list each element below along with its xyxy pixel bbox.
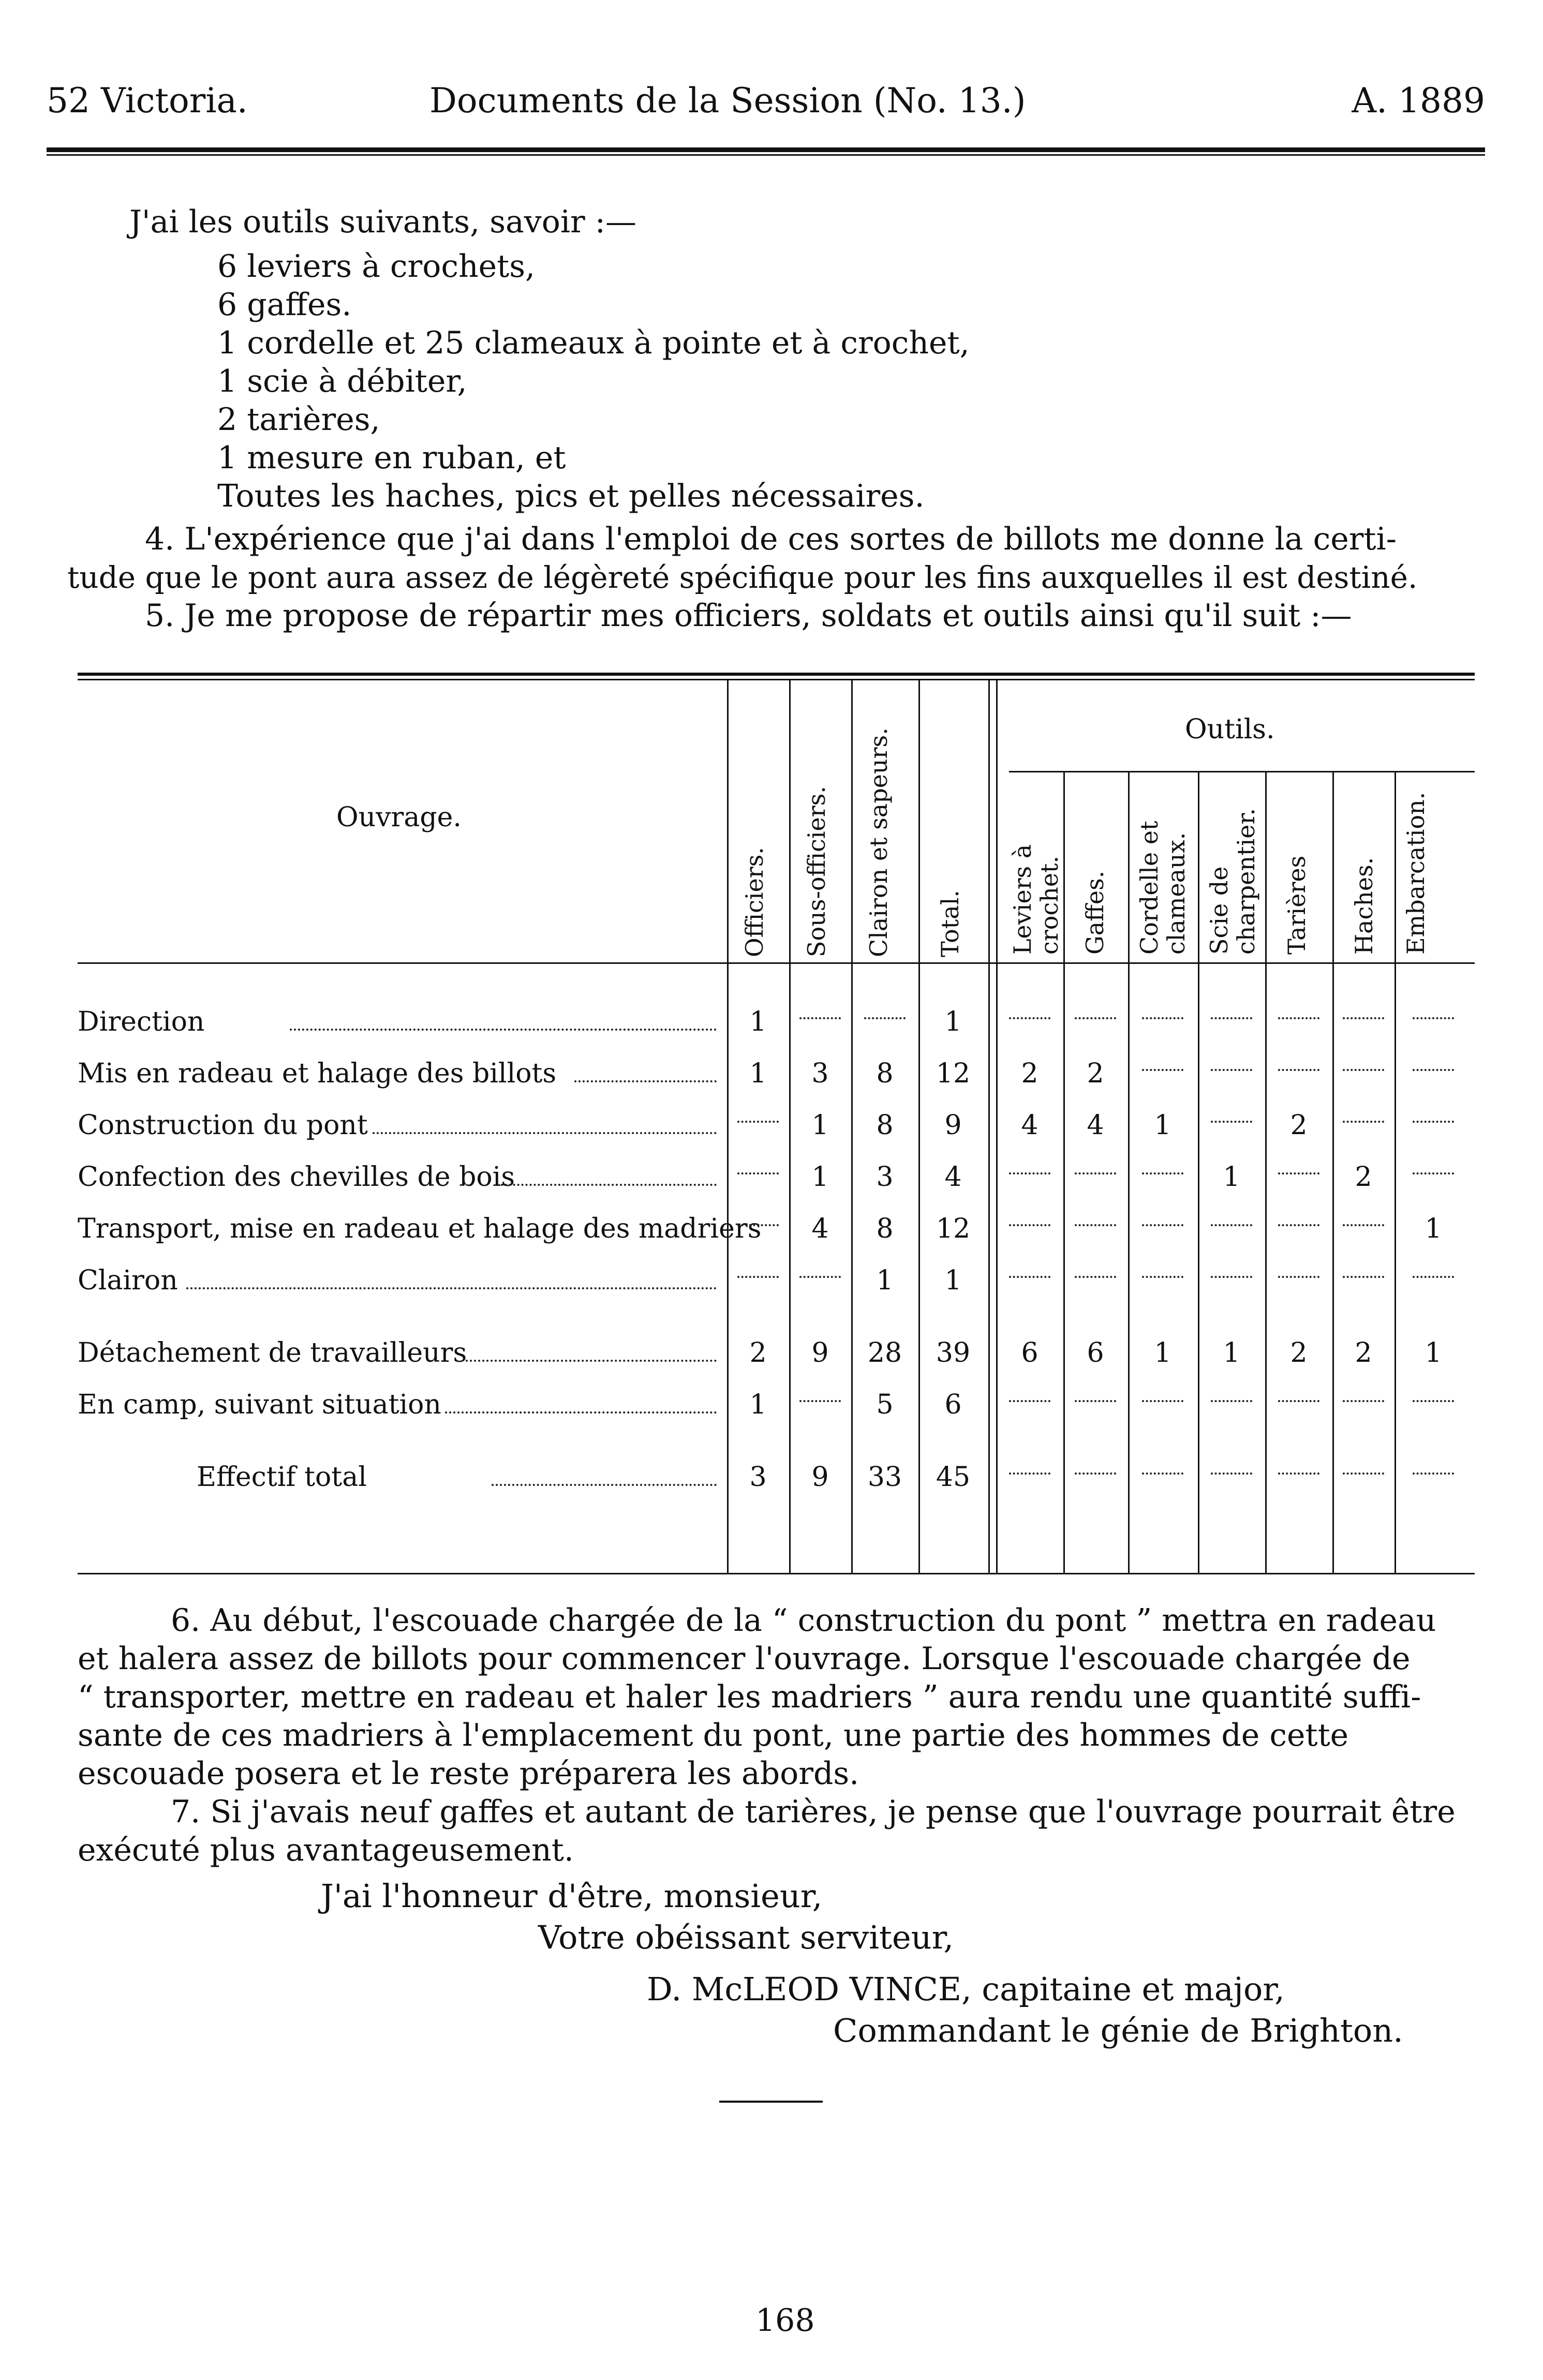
- outils-header: Outils.: [1185, 714, 1275, 745]
- table-cell: [1064, 1004, 1126, 1040]
- empty-cell-dots: [1278, 1400, 1319, 1402]
- table-cell: [999, 1211, 1061, 1247]
- table-row: [78, 1159, 1475, 1195]
- empty-cell-dots: [1009, 1017, 1050, 1019]
- empty-cell-dots: [1278, 1017, 1319, 1019]
- page-number: 168: [755, 2302, 815, 2339]
- header-rule: [47, 147, 1485, 156]
- table-cell: [1132, 1055, 1194, 1092]
- table-cell: 2: [749, 1337, 767, 1368]
- table-row: [78, 1211, 1475, 1247]
- table-cell: [1268, 1004, 1330, 1040]
- table-cell: [1268, 1211, 1330, 1247]
- col-header-total: Total.: [936, 889, 964, 957]
- empty-cell-dots: [1211, 1224, 1252, 1226]
- table-cell: [1200, 1211, 1263, 1247]
- para-5: 5. Je me propose de répartir mes officiers, soldats et outils ainsi qu'il suit :—: [145, 598, 1352, 634]
- empty-cell-dots: [1211, 1276, 1252, 1278]
- table-cell: 9: [944, 1110, 962, 1141]
- empty-cell-dots: [1278, 1069, 1319, 1071]
- empty-cell-dots: [1413, 1400, 1454, 1402]
- empty-cell-dots: [1009, 1276, 1050, 1278]
- table-cell: [999, 1159, 1061, 1195]
- tool-item: 2 tarières,: [217, 401, 380, 438]
- table-cell: 4: [1087, 1110, 1104, 1141]
- table-cell: [1064, 1211, 1126, 1247]
- table-cell: 8: [876, 1213, 894, 1244]
- table-cell: 8: [876, 1058, 894, 1089]
- table-cell: [1132, 1159, 1194, 1195]
- table-cell: [1402, 1262, 1464, 1299]
- allocation-table: [78, 673, 1475, 1583]
- row-label: Construction du pont: [78, 1110, 368, 1141]
- empty-cell-dots: [1343, 1017, 1384, 1019]
- col-header-sous-officiers: Sous-officiers.: [803, 786, 830, 957]
- table-cell: 2: [1355, 1162, 1372, 1193]
- empty-cell-dots: [1343, 1069, 1384, 1071]
- empty-cell-dots: [1211, 1400, 1252, 1402]
- table-cell: 2: [1290, 1337, 1308, 1368]
- empty-cell-dots: [1075, 1276, 1116, 1278]
- table-cell: [1332, 1459, 1394, 1495]
- empty-cell-dots: [1142, 1069, 1183, 1071]
- para-4-line-1: 4. L'expérience que j'ai dans l'emploi de ces sortes de billots me donne la certi-: [145, 521, 1397, 557]
- table-cell: [727, 1262, 789, 1299]
- empty-cell-dots: [1142, 1224, 1183, 1226]
- empty-cell-dots: [799, 1017, 841, 1019]
- empty-cell-dots: [1075, 1172, 1116, 1174]
- table-cell: [1332, 1262, 1394, 1299]
- para-6-line-4: sante de ces madriers à l'emplacement du pont, une partie des hommes de cette: [78, 1717, 1349, 1753]
- table-cell: [727, 1211, 789, 1247]
- table-cell: 39: [936, 1337, 971, 1368]
- row-label: Clairon: [78, 1265, 178, 1296]
- empty-cell-dots: [1211, 1121, 1252, 1123]
- empty-cell-dots: [1142, 1472, 1183, 1475]
- table-cell: [1200, 1387, 1263, 1423]
- para-6-line-1: 6. Au début, l'escouade chargée de la “ construction du pont ” mettra en radeau: [171, 1602, 1436, 1639]
- empty-cell-dots: [1343, 1400, 1384, 1402]
- table-cell: [999, 1262, 1061, 1299]
- table-cell: [789, 1004, 851, 1040]
- empty-cell-dots: [737, 1276, 779, 1278]
- empty-cell-dots: [737, 1224, 779, 1226]
- table-cell: 8: [876, 1110, 894, 1141]
- table-row: [78, 1262, 1475, 1299]
- table-cell: 6: [944, 1389, 962, 1420]
- table-cell: [1064, 1459, 1126, 1495]
- table-cell: 2: [1087, 1058, 1104, 1089]
- empty-cell-dots: [1142, 1400, 1183, 1402]
- empty-cell-dots: [1142, 1172, 1183, 1174]
- table-cell: [999, 1004, 1061, 1040]
- para-6-line-5: escouade posera et le reste préparera les abords.: [78, 1756, 859, 1792]
- table-cell: 4: [944, 1162, 962, 1193]
- empty-cell-dots: [1009, 1224, 1050, 1226]
- table-cell: [1268, 1387, 1330, 1423]
- empty-cell-dots: [1413, 1276, 1454, 1278]
- empty-cell-dots: [799, 1400, 841, 1402]
- table-cell: 4: [1021, 1110, 1038, 1141]
- empty-cell-dots: [799, 1276, 841, 1278]
- table-cell: 5: [876, 1389, 894, 1420]
- col-header-haches: Haches.: [1350, 857, 1378, 955]
- table-row: [78, 1387, 1475, 1423]
- table-cell: [1200, 1055, 1263, 1092]
- empty-cell-dots: [1278, 1472, 1319, 1475]
- page-header: [47, 72, 1485, 129]
- table-bottom-rule: [78, 1573, 1475, 1574]
- empty-cell-dots: [1343, 1472, 1384, 1475]
- table-cell: 1: [749, 1389, 767, 1420]
- empty-cell-dots: [1413, 1121, 1454, 1123]
- table-cell: [1402, 1459, 1464, 1495]
- table-top-rule-2: [78, 679, 1475, 680]
- table-cell: 1: [1425, 1213, 1442, 1244]
- tools-list: [217, 247, 970, 515]
- col-header-scie: Scie de charpentier.: [1205, 808, 1260, 955]
- row-label: Mis en radeau et halage des billots: [78, 1058, 557, 1089]
- signature-name: D. McLEOD VINCE, capitaine et major,: [647, 1970, 1285, 2008]
- table-cell: [1132, 1004, 1194, 1040]
- table-cell: [1064, 1387, 1126, 1423]
- empty-cell-dots: [1343, 1224, 1384, 1226]
- tool-item: 1 cordelle et 25 clameaux à pointe et à crochet,: [217, 325, 970, 361]
- para-7-line-1: 7. Si j'avais neuf gaffes et autant de tarières, je pense que l'ouvrage pourrait être: [171, 1794, 1456, 1830]
- row-leader-dots: [186, 1251, 717, 1289]
- table-cell: 1: [749, 1058, 767, 1089]
- table-cell: [1200, 1459, 1263, 1495]
- table-cell: [1132, 1262, 1194, 1299]
- empty-cell-dots: [737, 1121, 779, 1123]
- table-cell: 1: [1154, 1110, 1171, 1141]
- table-cell: [1402, 1107, 1464, 1143]
- row-label: Confection des chevilles de bois: [78, 1162, 515, 1193]
- col-header-officiers: Officiers.: [740, 846, 768, 957]
- table-cell: 3: [749, 1462, 767, 1493]
- row-label: En camp, suivant situation: [78, 1389, 441, 1420]
- table-cell: [789, 1387, 851, 1423]
- table-cell: 2: [1355, 1337, 1372, 1368]
- table-cell: [1064, 1262, 1126, 1299]
- outils-rule: [1009, 771, 1475, 772]
- footer-rule: [719, 2101, 823, 2103]
- table-cell: [1332, 1055, 1394, 1092]
- para-6-line-2: et halera assez de billots pour commencer l'ouvrage. Lorsque l'escouade chargée de: [78, 1641, 1411, 1677]
- header-year: A. 1889: [1352, 81, 1485, 121]
- para-4-line-2: tude que le pont aura assez de légèreté spécifique pour les fins auxquelles il est destiné.: [67, 560, 1418, 595]
- table-cell: [1268, 1262, 1330, 1299]
- table-cell: [789, 1262, 851, 1299]
- table-row: [78, 1004, 1475, 1040]
- empty-cell-dots: [1211, 1069, 1252, 1071]
- row-leader-dots: [373, 1096, 717, 1134]
- ouvrage-header: Ouvrage.: [336, 802, 462, 833]
- header-session: 52 Victoria.: [47, 81, 248, 121]
- table-cell: [1064, 1159, 1126, 1195]
- table-cell: [1132, 1459, 1194, 1495]
- table-cell: [1402, 1055, 1464, 1092]
- empty-cell-dots: [1413, 1172, 1454, 1174]
- empty-cell-dots: [1142, 1276, 1183, 1278]
- table-cell: 1: [1425, 1337, 1442, 1368]
- table-cell: 1: [944, 1006, 962, 1037]
- empty-cell-dots: [1075, 1017, 1116, 1019]
- tool-item: 1 scie à débiter,: [217, 363, 467, 399]
- empty-cell-dots: [1075, 1472, 1116, 1475]
- table-cell: 1: [876, 1265, 894, 1296]
- table-cell: 1: [1154, 1337, 1171, 1368]
- empty-cell-dots: [1009, 1400, 1050, 1402]
- empty-cell-dots: [1075, 1224, 1116, 1226]
- table-cell: [1268, 1459, 1330, 1495]
- table-cell: [1268, 1055, 1330, 1092]
- table-cell: [999, 1459, 1061, 1495]
- table-cell: 12: [936, 1058, 971, 1089]
- empty-cell-dots: [864, 1017, 906, 1019]
- para-6-line-3: “ transporter, mettre en radeau et haler les madriers ” aura rendu une quantité suffi-: [78, 1679, 1421, 1715]
- empty-cell-dots: [1009, 1172, 1050, 1174]
- empty-cell-dots: [1343, 1276, 1384, 1278]
- table-cell: 33: [867, 1462, 902, 1493]
- empty-cell-dots: [1413, 1069, 1454, 1071]
- row-leader-dots: [497, 1148, 717, 1186]
- closing-servant: Votre obéissant serviteur,: [538, 1918, 954, 1956]
- table-cell: [1268, 1159, 1330, 1195]
- col-header-tarieres: Tarières: [1283, 855, 1311, 955]
- table-row: [78, 1459, 1475, 1495]
- empty-cell-dots: [1278, 1172, 1319, 1174]
- table-cell: 2: [1290, 1110, 1308, 1141]
- table-cell: [1132, 1211, 1194, 1247]
- table-cell: 12: [936, 1213, 971, 1244]
- table-cell: 6: [1021, 1337, 1038, 1368]
- para-7-line-2: exécuté plus avantageusement.: [78, 1832, 574, 1868]
- col-header-leviers: Leviers à crochet.: [1008, 844, 1063, 955]
- table-cell: [1402, 1159, 1464, 1195]
- empty-cell-dots: [1211, 1017, 1252, 1019]
- empty-cell-dots: [1075, 1400, 1116, 1402]
- table-row: [78, 1107, 1475, 1143]
- row-leader-dots: [445, 1375, 717, 1414]
- table-cell: [1332, 1004, 1394, 1040]
- row-label: Direction: [78, 1006, 205, 1037]
- table-cell: [1332, 1107, 1394, 1143]
- table-cell: 3: [811, 1058, 829, 1089]
- table-cell: 28: [867, 1337, 902, 1368]
- empty-cell-dots: [1142, 1017, 1183, 1019]
- table-cell: 45: [936, 1462, 971, 1493]
- empty-cell-dots: [737, 1172, 779, 1174]
- table-cell: 1: [1223, 1337, 1240, 1368]
- col-header-gaffes: Gaffes.: [1081, 870, 1109, 955]
- tool-item: 6 gaffes.: [217, 287, 352, 323]
- table-cell: [854, 1004, 916, 1040]
- empty-cell-dots: [1413, 1472, 1454, 1475]
- col-header-cordelle: Cordelle et clameaux.: [1135, 821, 1190, 955]
- row-label: Détachement de travailleurs: [78, 1337, 467, 1368]
- table-row: [78, 1055, 1475, 1092]
- empty-cell-dots: [1278, 1276, 1319, 1278]
- row-leader-dots: [466, 1323, 717, 1362]
- table-cell: 1: [1223, 1162, 1240, 1193]
- table-cell: 4: [811, 1213, 829, 1244]
- row-label: Effectif total: [197, 1462, 367, 1493]
- tool-item: 1 mesure en ruban, et: [217, 440, 566, 476]
- table-cell: [727, 1107, 789, 1143]
- table-cell: [1402, 1004, 1464, 1040]
- table-cell: 2: [1021, 1058, 1038, 1089]
- table-cell: [727, 1159, 789, 1195]
- table-top-rule: [78, 673, 1475, 676]
- table-cell: [1132, 1387, 1194, 1423]
- table-cell: [1200, 1107, 1263, 1143]
- empty-cell-dots: [1343, 1121, 1384, 1123]
- closing-salutation: J'ai l'honneur d'être, monsieur,: [321, 1877, 823, 1915]
- signature-title: Commandant le génie de Brighton.: [833, 2012, 1403, 2049]
- table-cell: 9: [811, 1337, 829, 1368]
- table-cell: 9: [811, 1462, 829, 1493]
- row-leader-dots: [290, 992, 717, 1031]
- table-cell: 1: [749, 1006, 767, 1037]
- table-cell: [999, 1387, 1061, 1423]
- empty-cell-dots: [1278, 1224, 1319, 1226]
- table-cell: [1402, 1387, 1464, 1423]
- empty-cell-dots: [1413, 1017, 1454, 1019]
- table-cell: [1332, 1387, 1394, 1423]
- table-cell: 1: [811, 1162, 829, 1193]
- table-cell: 3: [876, 1162, 894, 1193]
- table-row: [78, 1335, 1475, 1371]
- row-leader-dots: [574, 1044, 717, 1082]
- empty-cell-dots: [1211, 1472, 1252, 1475]
- row-leader-dots: [492, 1448, 717, 1486]
- table-cell: 6: [1087, 1337, 1104, 1368]
- table-cell: [1200, 1262, 1263, 1299]
- table-cell: 1: [944, 1265, 962, 1296]
- row-label: Transport, mise en radeau et halage des madriers: [78, 1213, 762, 1244]
- col-header-clairon-sapeurs: Clairon et sapeurs.: [865, 727, 893, 957]
- header-title: Documents de la Session (No. 13.): [429, 81, 1026, 121]
- tool-item: Toutes les haches, pics et pelles nécessaires.: [217, 478, 925, 514]
- col-header-embarcation: Embarcation.: [1402, 792, 1430, 955]
- table-cell: [1332, 1211, 1394, 1247]
- empty-cell-dots: [1009, 1472, 1050, 1475]
- table-cell: 1: [811, 1110, 829, 1141]
- intro-line: J'ai les outils suivants, savoir :—: [129, 204, 636, 240]
- tool-item: 6 leviers à crochets,: [217, 248, 536, 285]
- table-cell: [1200, 1004, 1263, 1040]
